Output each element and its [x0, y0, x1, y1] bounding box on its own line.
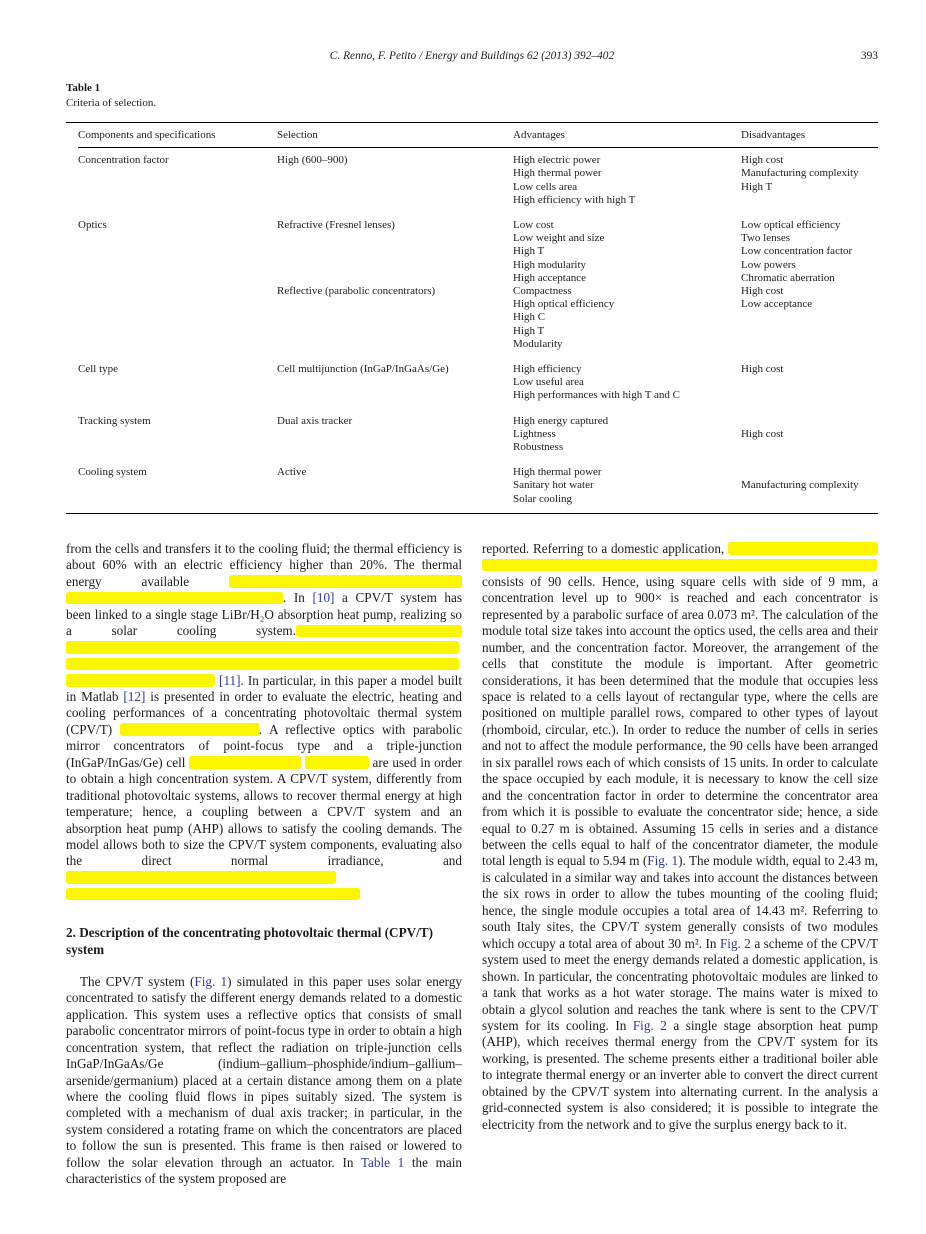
figure-ref-link[interactable]: Fig. 1 [647, 853, 679, 869]
table-cell-line: Tracking system [78, 414, 151, 427]
table-cell-line: Low cells area [513, 180, 578, 193]
table-cell-line [741, 466, 878, 479]
table-cell-line: High cost [741, 154, 784, 167]
highlight-redaction [229, 575, 462, 588]
text-run: are used in order to obtain a high concentration system. A CPV/T system, differently from traditional photovoltaic systems, allows to recover thermal energy at high temperature; hence, a coupling between a CPV/T system and an absorption heat pump (AHP) allows to satisfy the cooling demands. The model allows both to size the CPV/T system components, evaluating also the direct normal irradiance, and [66, 754, 462, 869]
table-cell [513, 219, 741, 285]
table-cell [277, 154, 513, 207]
citation-link[interactable]: [10] [312, 590, 335, 606]
text-run: a CPV/T system has been linked to a single stage LiBr/H₂O absorption heat pump, realizing so a solar cooling system. [66, 590, 462, 639]
table-caption: Criteria of selection. [66, 97, 157, 109]
text-run: is presented in order to evaluate the electric, heating and cooling performances of a concentrating photovoltaic thermal system (CPV/T) [66, 688, 462, 737]
table-cell [78, 154, 277, 207]
table-cell [513, 285, 741, 351]
table-cell-line: High performances with high T and C [513, 389, 681, 402]
text-run: . In particular, in this paper a model built in Matlab [66, 672, 463, 704]
text-run: ). The module width, equal to 2.43 m, is calculated in a similar way and takes into account the distances between the six rows in order to allow the tubes mounting of the cooling fluid; hence, the single module occupies a total area of 14.43 m². Referring to south Italy sites, the CPV/T system generally consists of two modules which occupy a total area of about 30 m². In [482, 853, 879, 951]
table-cell-line: Modularity [513, 337, 563, 350]
table-cell-line: Low useful area [513, 376, 584, 389]
highlight-redaction [66, 888, 360, 901]
table-column-header: Selection [277, 129, 318, 141]
table-column-header: Disadvantages [741, 129, 806, 141]
table-cell-line: High optical efficiency [513, 298, 615, 311]
table-cell-line: High modularity [513, 258, 587, 271]
table-header-row [78, 123, 878, 148]
table-column-header: Components and specifications [78, 129, 216, 141]
table-cell-line: Robustness [513, 441, 564, 454]
table-cell-line: High cost [741, 285, 784, 298]
table-cell [277, 363, 513, 403]
table-cell-line: Optics [78, 219, 107, 232]
table-cell-line: High thermal power [513, 167, 602, 180]
table-cell-line: High cost [741, 427, 784, 440]
highlight-redaction [482, 559, 877, 572]
left-column [66, 541, 462, 1188]
table-cell-line: Lightness [513, 427, 556, 440]
figure-ref-link[interactable]: Fig. 1 [194, 973, 228, 989]
running-head [66, 50, 878, 65]
table-cell [78, 363, 277, 403]
table-cell [741, 219, 878, 285]
table-cell [741, 466, 878, 506]
table-cell-line: Low optical efficiency [741, 219, 841, 232]
text-run: The CPV/T system ( [80, 973, 195, 989]
table-label: Table 1 [66, 82, 101, 94]
table-cell-line: Low acceptance [741, 298, 813, 311]
table-cell-line: High C [513, 311, 546, 324]
citation-link[interactable]: [11] [219, 672, 241, 688]
table-cell-line: Refractive (Fresnel lenses) [277, 219, 395, 232]
table-row [78, 219, 878, 285]
text-run: . In [283, 590, 313, 606]
text-run: reported. Referring to a domestic application, [482, 540, 728, 556]
table-cell-line: Cell type [78, 363, 119, 376]
table-ref-link[interactable]: Table 1 [360, 1154, 405, 1170]
table-cell-line: High electric power [513, 154, 601, 167]
text-run: the main characteristics of the system proposed are [66, 1154, 462, 1187]
text-run: from the cells and transfers it to the cooling fluid; the thermal efficiency is about 60% with an electric efficiency higher than 20%. The thermal energy available [66, 540, 462, 589]
paragraph [482, 541, 878, 1133]
table-cell-line: High T [741, 180, 773, 193]
table-cell [277, 219, 513, 285]
table-cell-line: Sanitary hot water [513, 479, 594, 492]
table-cell-line: Low weight and size [513, 232, 605, 245]
highlight-redaction [66, 592, 283, 605]
table-cell [513, 363, 741, 403]
table-cell-line: Chromatic aberration [741, 271, 835, 284]
highlight-redaction [189, 756, 301, 769]
table-cell-line: Low powers [741, 258, 796, 271]
figure-ref-link[interactable]: Fig. 2 [632, 1018, 667, 1034]
table-column-header: Advantages [513, 129, 565, 141]
table-cell-line: Cell multijunction (InGaP/InGaAs/Ge) [277, 363, 449, 376]
table-cell [513, 466, 741, 506]
highlight-redaction [728, 542, 878, 555]
table-cell-line [741, 415, 878, 428]
table-cell-line: Low concentration factor [741, 245, 853, 258]
figure-ref-link[interactable]: Fig. 2 [719, 935, 751, 951]
table-cell-line: Compactness [513, 285, 572, 298]
table-cell-line: Reflective (parabolic concentrators) [277, 285, 436, 298]
table-cell-line: High (600–900) [277, 154, 348, 167]
table-cell-line: High T [513, 245, 545, 258]
table-cell-line: Manufacturing complexity [741, 167, 859, 180]
table-row [78, 285, 878, 351]
highlight-redaction [120, 723, 259, 736]
table-cell-line [78, 285, 277, 298]
table-row [78, 466, 878, 506]
table-cell-line: High cost [741, 363, 784, 376]
table-cell-line: High efficiency with high T [513, 193, 636, 206]
table-cell-line: High energy captured [513, 414, 609, 427]
table-cell [78, 219, 277, 285]
table-cell [741, 285, 878, 351]
table-cell-line: Low cost [513, 219, 554, 232]
table-cell-line: Cooling system [78, 466, 147, 479]
right-column [482, 541, 878, 1188]
table-cell-line: Manufacturing complexity [741, 479, 859, 492]
table-cell [78, 415, 277, 455]
table-cell [513, 154, 741, 207]
highlight-redaction [296, 625, 462, 638]
table-cell [741, 415, 878, 455]
table-cell-line: High thermal power [513, 466, 602, 479]
highlight-redaction [66, 658, 459, 671]
table-cell [741, 363, 878, 403]
paragraph [66, 974, 462, 1188]
page-number: 393 [860, 50, 878, 62]
highlight-redaction [66, 871, 336, 884]
two-column-body [66, 541, 878, 1188]
table-cell-line: Dual axis tracker [277, 414, 353, 427]
text-run: . A reflective optics with parabolic mirror concentrators of point-focus type and a triple-junction (InGaP/InGas/Ge) cell [66, 721, 463, 770]
table-cell-line: Active [277, 466, 307, 479]
table-cell [277, 285, 513, 351]
paragraph [66, 541, 462, 903]
running-title: C. Renno, F. Petito / Energy and Buildings 62 (2013) 392–402 [329, 50, 615, 62]
text-run: a scheme of the CPV/T system used to meet the energy demands related a domestic application, is shown. In particular, the concentrating photovoltaic modules are linked to a tank that works as a hot water storage. The mains water is mixed to obtain a glycol solution and reaches the tank where is sent to the CPV/T system for its cooling. In [482, 935, 878, 1034]
table-cell [78, 285, 277, 351]
table-1-block [66, 82, 878, 514]
table-row [78, 363, 878, 403]
table-cell [513, 415, 741, 455]
criteria-table [66, 122, 878, 514]
table-cell-line: Two lenses [741, 232, 791, 245]
table-cell-line: High T [513, 324, 545, 337]
table-cell [277, 466, 513, 506]
table-cell [741, 154, 878, 207]
highlight-redaction [305, 756, 369, 769]
table-cell-line: High acceptance [513, 271, 586, 284]
text-run: ) simulated in this paper uses solar energy concentrated to satisfy the different energy demands related to a domestic application. This system uses a reflective optics that consists of small parabolic concentrator mirrors of point-focus type in order to obtain a high concentration system, that reflect the radiation on triple-junction cells InGaP/InGaAs/Ge (indium–gallium–phosphide/indium–gallium–arsenide/germanium) placed at a certain distance among them on a plate where the cooling fluid flows in pipes suitably sized. The system is completed with a mechanism of dual axis tracker; in particular, in the system considered a rotating frame on which the concentrators are placed to follow the sun is presented. This frame is then raised or lowered to follow the solar elevation through an actuator. In [66, 973, 462, 1170]
table-row [78, 415, 878, 455]
section-heading: 2. Description of the concentrating photovoltaic thermal (CPV/T) system [66, 924, 433, 958]
text-run: a single stage absorption heat pump (AHP), which receives thermal energy from the CPV/T system for its working, is presented. The scheme presents either a traditional boiler able to integrate thermal energy or an inverter able to convert the direct current obtained by the CPV/T system into alternating current. In the analysis a grid-connected system is also considered; it is possible to integrate the electricity from the network and to give the surplus energy back to it. [482, 1018, 879, 1132]
highlight-redaction [66, 674, 215, 687]
table-cell [78, 466, 277, 506]
table-cell-line: High efficiency [513, 363, 582, 376]
table-cell [277, 415, 513, 455]
text-run: consists of 90 cells. Hence, using square cells with side of 9 mm, a concentration level up to 900× is reached and each concentrator is represented by a parabolic surface of area 0.073 m². The calculation of the module total size takes into account the optics used, the cells area and their number, and the concentration factor. Moreover, the arrangement of the cells that constitute the module is important. After geometric considerations, it has been determined that the module that occupies less space is related to a cells layout of rectangular type, where the cells are positioned on multiple parallel rows, compared to other types of layout (rhomboid, circular, etc.). In order to reduce the number of cells in series and not to affect the module performance, the 90 cells have been arranged in six parallel rows each of which consists of 15 units. In order to calculate the space occupied by each module, it is necessary to know the cell size and the concentration factor in order to determine the concentrator area from which it is possible to evaluate the concentrator side; hence, a side equal to 0.27 m is obtained. Assuming 15 cells in series and a distance between the cells equal to half of the concentrator diameter, the module total length is equal to 5.94 m ( [482, 573, 878, 869]
highlight-redaction [66, 641, 459, 654]
table-row [78, 154, 878, 207]
table-cell-line: Solar cooling [513, 492, 572, 505]
citation-link[interactable]: [12] [123, 688, 146, 704]
table-cell-line: Concentration factor [78, 154, 169, 167]
